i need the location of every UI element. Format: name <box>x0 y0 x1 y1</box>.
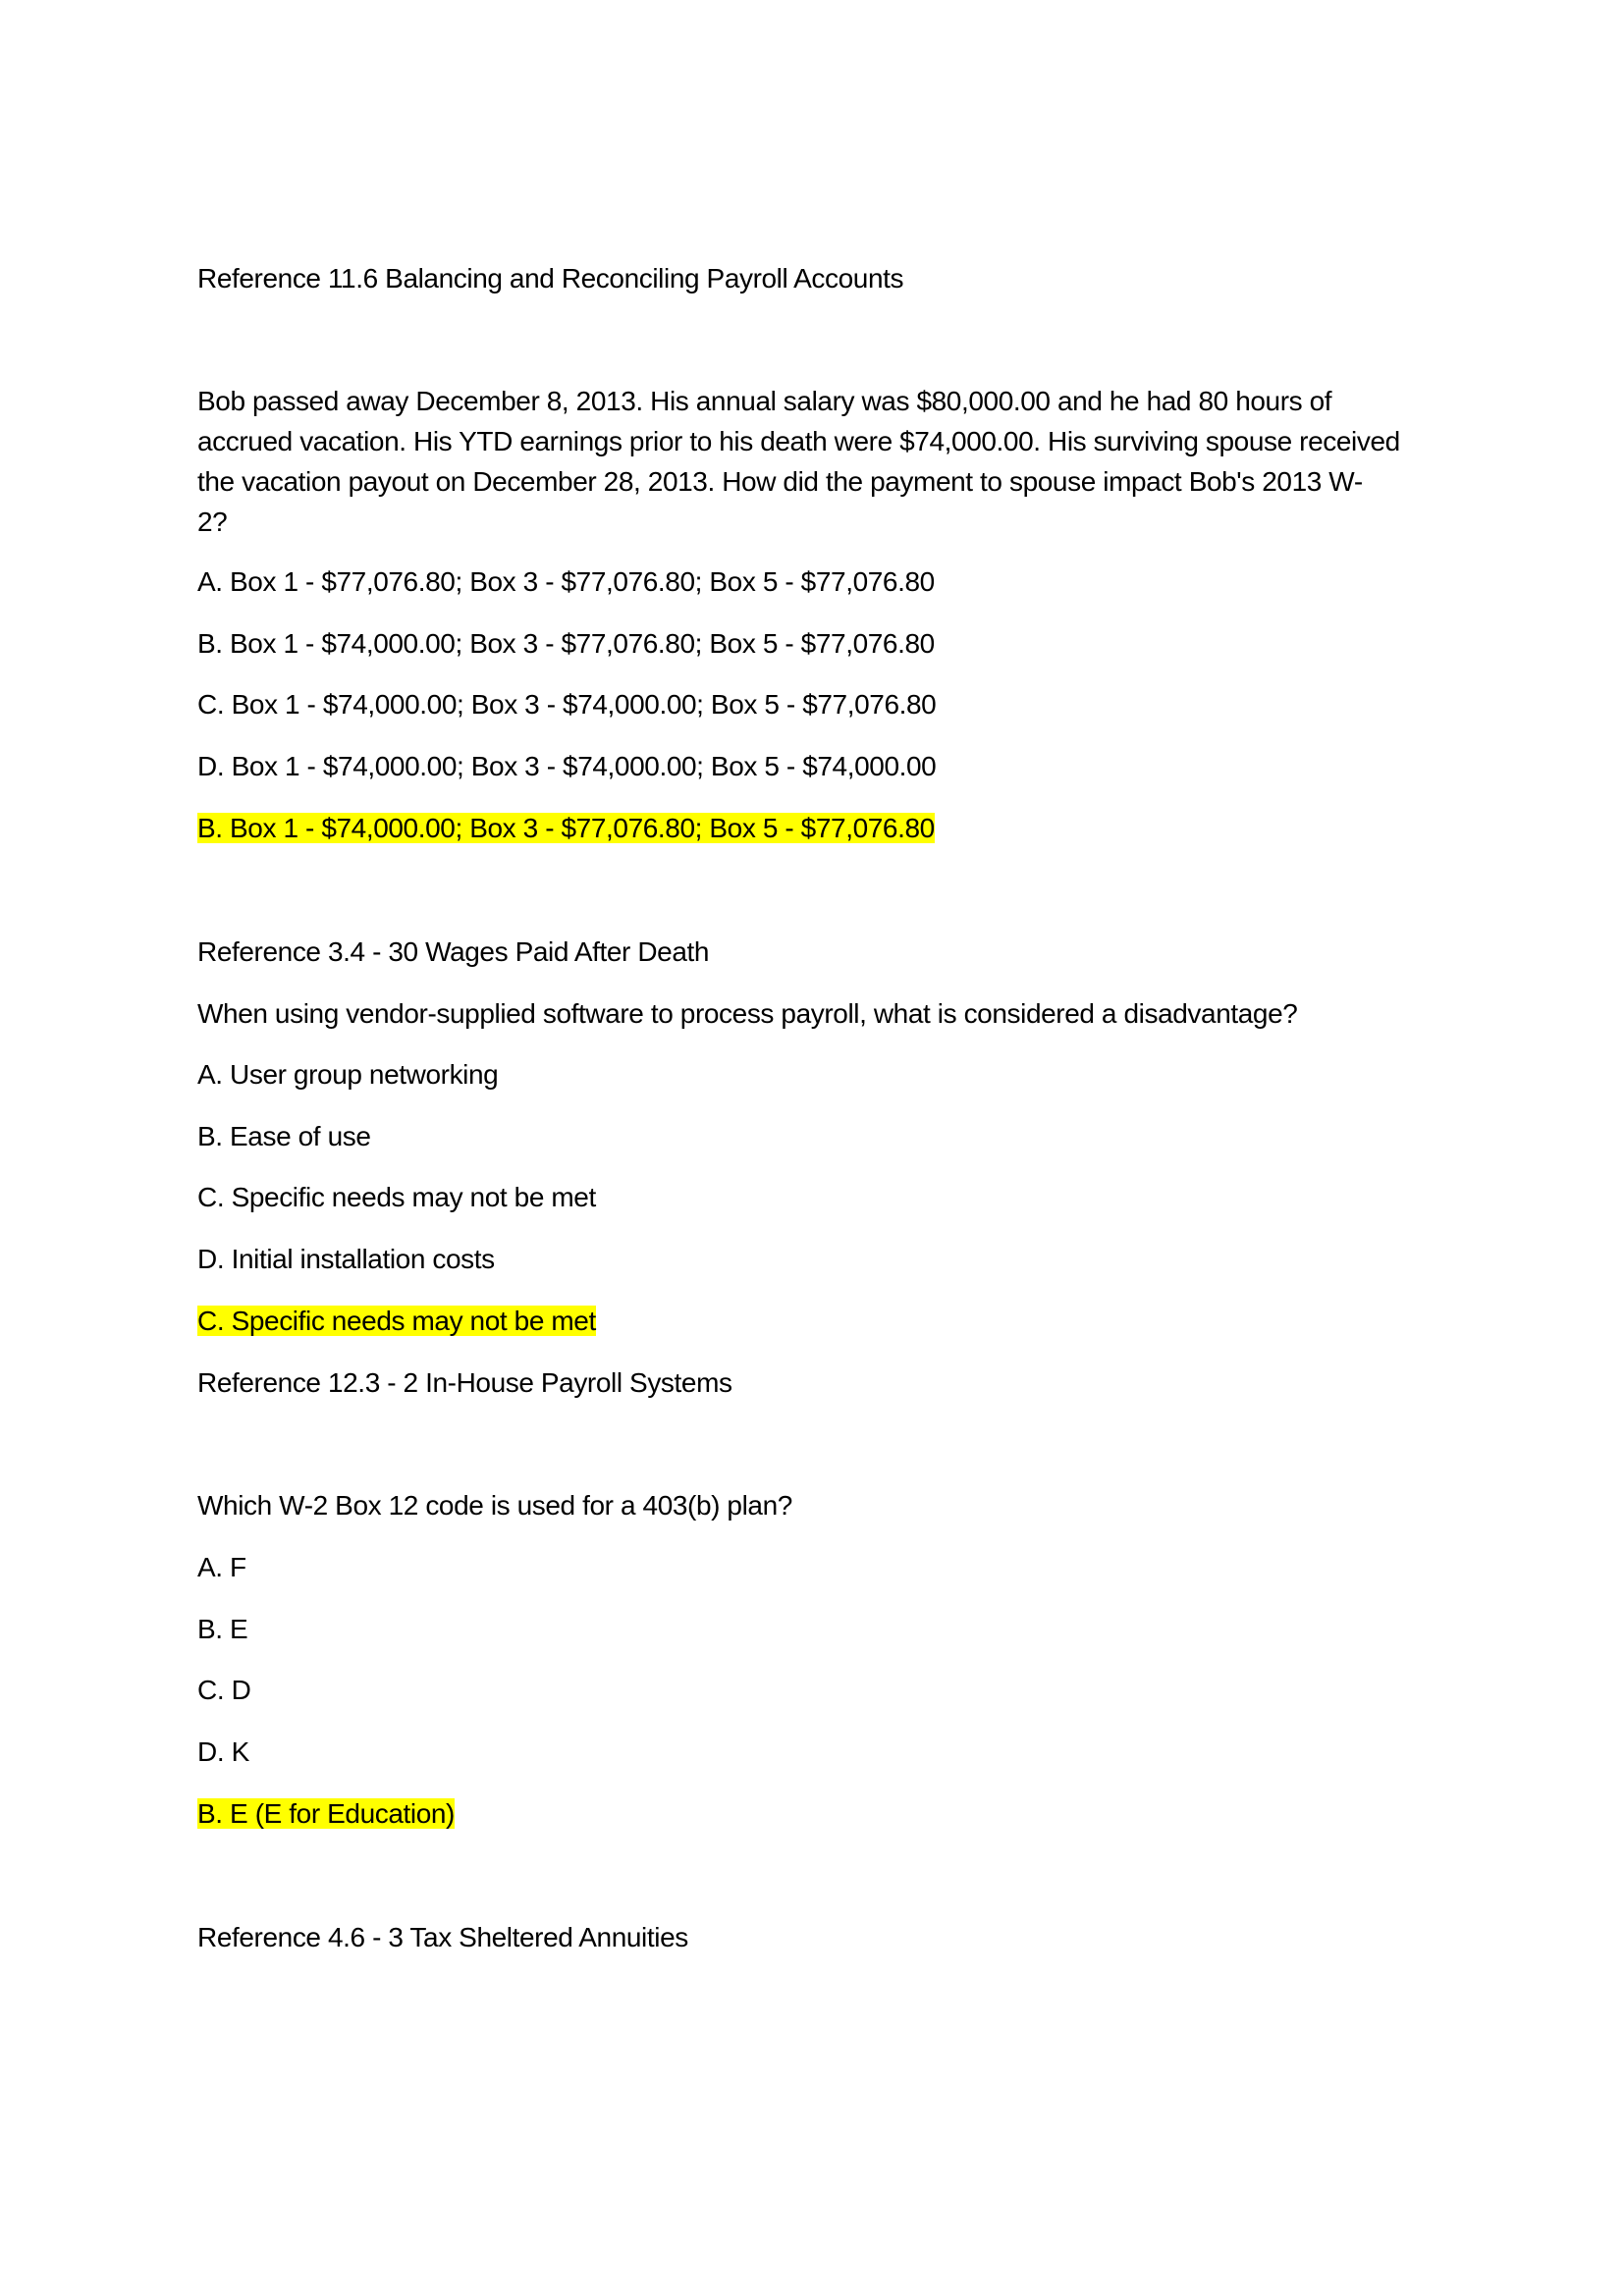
question-line: Which W-2 Box 12 code is used for a 403(b) plan? <box>197 1490 792 1521</box>
answer-option-b: B. Ease of use <box>197 1121 371 1151</box>
answer-option-c: C. D <box>197 1675 251 1705</box>
reference-heading: Reference 12.3 - 2 In-House Payroll Systems <box>197 1367 732 1398</box>
reference-heading: Reference 3.4 - 30 Wages Paid After Death <box>197 936 710 967</box>
answer-option-c: C. Specific needs may not be met <box>197 1182 596 1212</box>
answer-option-b: B. E <box>197 1614 248 1644</box>
answer-highlight: C. Specific needs may not be met <box>197 1306 596 1336</box>
answer-option-d: D. Box 1 - $74,000.00; Box 3 - $74,000.00; Box 5 - $74,000.00 <box>197 751 937 781</box>
question-line: the vacation payout on December 28, 2013. How did the payment to spouse impact Bob's 2013 W- <box>197 466 1363 497</box>
question-line: Bob passed away December 8, 2013. His annual salary was $80,000.00 and he had 80 hours of <box>197 386 1332 416</box>
answer-highlight: B. E (E for Education) <box>197 1798 455 1829</box>
reference-heading: Reference 4.6 - 3 Tax Sheltered Annuities <box>197 1922 688 1952</box>
answer-option-a: A. Box 1 - $77,076.80; Box 3 - $77,076.80; Box 5 - $77,076.80 <box>197 566 935 597</box>
answer-option-b: B. Box 1 - $74,000.00; Box 3 - $77,076.80; Box 5 - $77,076.80 <box>197 628 935 659</box>
question-line: When using vendor-supplied software to process payroll, what is considered a disadvantage? <box>197 998 1298 1029</box>
reference-heading: Reference 11.6 Balancing and Reconciling Payroll Accounts <box>197 263 904 294</box>
answer-option-d: D. Initial installation costs <box>197 1244 495 1274</box>
question-line: 2? <box>197 507 228 537</box>
question-line: accrued vacation. His YTD earnings prior to his death were $74,000.00. His surviving spouse received <box>197 426 1400 456</box>
answer-option-d: D. K <box>197 1736 249 1767</box>
answer-option-a: A. User group networking <box>197 1059 499 1090</box>
correct-answer <box>197 1794 455 1834</box>
answer-option-a: A. F <box>197 1552 246 1582</box>
answer-highlight: B. Box 1 - $74,000.00; Box 3 - $77,076.80; Box 5 - $77,076.80 <box>197 813 935 843</box>
answer-option-c: C. Box 1 - $74,000.00; Box 3 - $74,000.00; Box 5 - $77,076.80 <box>197 689 937 720</box>
correct-answer <box>197 1302 596 1341</box>
correct-answer <box>197 809 935 848</box>
